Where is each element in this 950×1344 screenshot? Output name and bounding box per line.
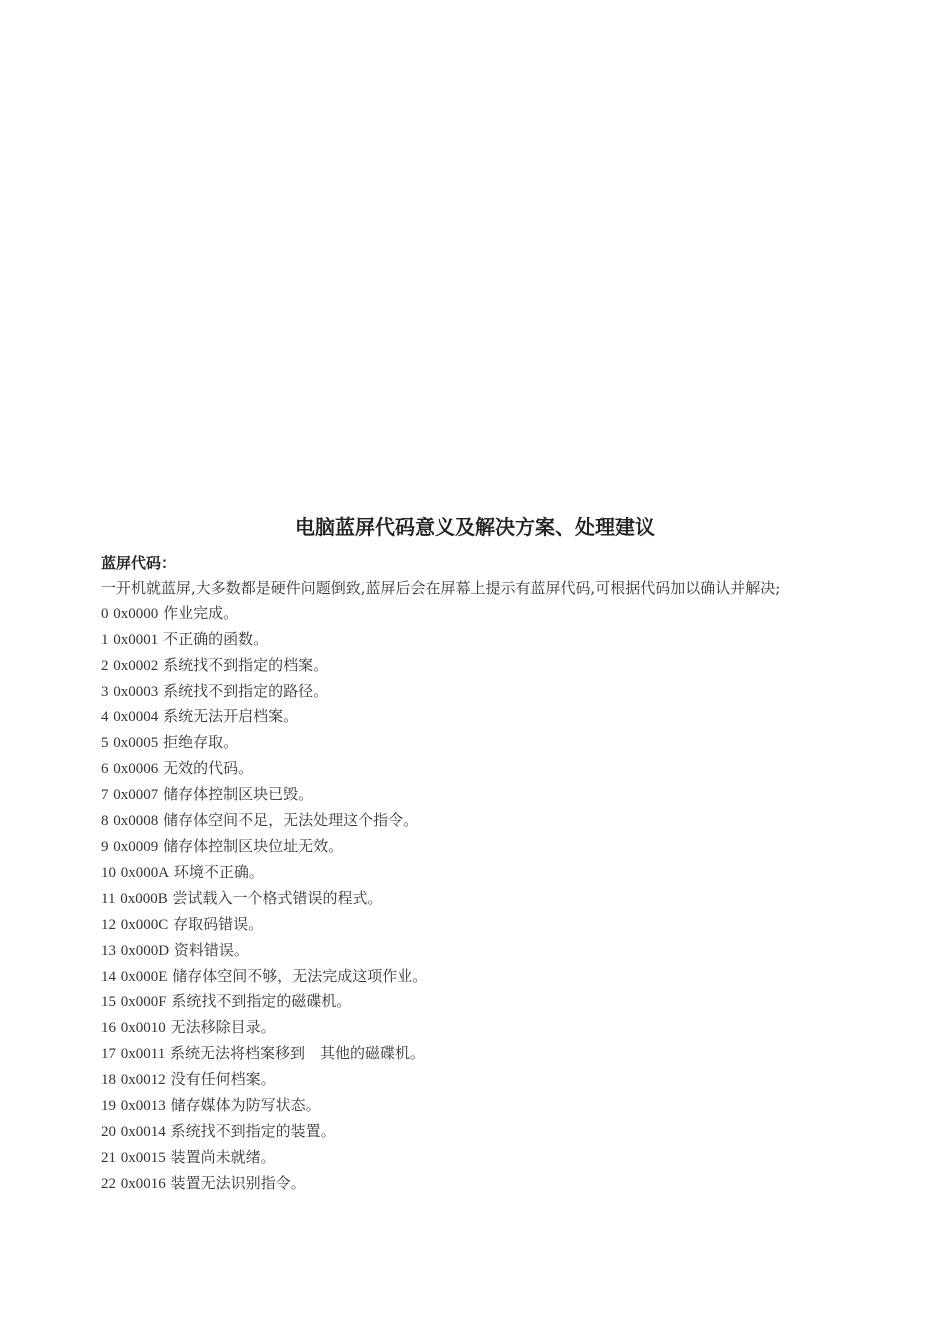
list-item [101, 756, 853, 782]
code-number: 3 [101, 683, 109, 700]
page-title: 电脑蓝屏代码意义及解决方案、处理建议 [295, 515, 655, 539]
code-hex: 0x000E [120, 968, 168, 985]
section-heading: 蓝屏代码： [101, 554, 177, 572]
list-item [101, 860, 853, 886]
code-hex: 0x0000 [113, 605, 159, 622]
code-description: 系统找不到指定的装置。 [170, 1121, 336, 1140]
code-number: 12 [101, 916, 116, 933]
code-hex: 0x0003 [113, 683, 159, 700]
code-description: 拒绝存取。 [163, 733, 239, 752]
code-number: 19 [101, 1098, 116, 1115]
code-description: 系统找不到指定的磁碟机。 [171, 992, 352, 1011]
code-number: 20 [101, 1123, 116, 1140]
code-hex: 0x0007 [113, 787, 159, 804]
code-number: 4 [101, 709, 109, 726]
list-item [101, 1041, 853, 1067]
code-description: 系统找不到指定的路径。 [163, 681, 329, 700]
code-number: 6 [101, 761, 109, 778]
code-description: 无效的代码。 [163, 759, 254, 778]
code-description: 储存体空间不足，无法处理这个指令。 [163, 811, 419, 830]
code-number: 5 [101, 735, 109, 752]
code-hex: 0x0011 [120, 1046, 166, 1063]
code-hex: 0x0009 [113, 838, 159, 855]
code-hex: 0x0015 [120, 1149, 166, 1166]
code-number: 1 [101, 631, 109, 648]
code-number: 8 [101, 813, 109, 830]
code-description: 资料错误。 [173, 940, 249, 959]
list-item [101, 1093, 853, 1119]
code-description: 装置尚未就绪。 [170, 1147, 276, 1166]
code-hex: 0x0016 [120, 1175, 166, 1192]
code-number: 2 [101, 657, 109, 674]
code-number: 18 [101, 1072, 116, 1089]
code-number: 7 [101, 787, 109, 804]
list-item [101, 679, 853, 705]
code-description: 没有任何档案。 [170, 1070, 276, 1089]
code-description: 不正确的函数。 [163, 629, 269, 648]
list-item [101, 627, 853, 653]
code-hex: 0x0004 [113, 709, 159, 726]
code-description: 系统找不到指定的档案。 [163, 655, 329, 674]
code-hex: 0x000D [120, 942, 170, 959]
code-number: 9 [101, 838, 109, 855]
list-item [101, 808, 853, 834]
code-number: 11 [101, 890, 116, 907]
code-hex: 0x0013 [120, 1098, 166, 1115]
list-item [101, 653, 853, 679]
code-description: 尝试载入一个格式错误的程式。 [172, 888, 383, 907]
code-hex: 0x000C [120, 916, 169, 933]
list-item [101, 730, 853, 756]
list-item [101, 1145, 853, 1171]
code-hex: 0x0005 [113, 735, 159, 752]
list-item [101, 1119, 853, 1145]
list-item [101, 1067, 853, 1093]
code-hex: 0x0006 [113, 761, 159, 778]
code-description: 装置无法识别指令。 [170, 1173, 306, 1192]
code-description: 系统无法将档案移到 其他的磁碟机。 [170, 1044, 426, 1063]
list-item [101, 912, 853, 938]
code-hex: 0x0002 [113, 657, 159, 674]
code-hex: 0x0008 [113, 813, 159, 830]
document-body [101, 551, 853, 1197]
list-item [101, 989, 853, 1015]
code-description: 储存体空间不够，无法完成这项作业。 [172, 966, 428, 985]
intro-paragraph: 一开机就蓝屏,大多数都是硬件问题倒致,蓝屏后会在屏幕上提示有蓝屏代码,可根据代码加以确认并解决; [101, 578, 781, 597]
code-hex: 0x0001 [113, 631, 159, 648]
list-item [101, 782, 853, 808]
code-hex: 0x000B [120, 890, 168, 907]
code-number: 14 [101, 968, 116, 985]
code-number: 16 [101, 1020, 116, 1037]
list-item [101, 964, 853, 990]
code-number: 17 [101, 1046, 116, 1063]
code-description: 环境不正确。 [173, 862, 264, 881]
code-hex: 0x000F [120, 994, 167, 1011]
code-hex: 0x0012 [120, 1072, 166, 1089]
code-hex: 0x0010 [120, 1020, 166, 1037]
code-description: 储存媒体为防写状态。 [170, 1096, 321, 1115]
code-description: 储存体控制区块已毁。 [163, 785, 314, 804]
list-item [101, 704, 853, 730]
list-item [101, 1015, 853, 1041]
list-item [101, 938, 853, 964]
code-description: 储存体控制区块位址无效。 [163, 836, 344, 855]
list-item [101, 834, 853, 860]
list-item [101, 886, 853, 912]
code-description: 无法移除目录。 [170, 1018, 276, 1037]
list-item [101, 601, 853, 627]
code-number: 0 [101, 605, 109, 622]
code-description: 作业完成。 [163, 603, 239, 622]
error-code-list [101, 601, 853, 1197]
code-hex: 0x0014 [120, 1123, 166, 1140]
code-number: 22 [101, 1175, 116, 1192]
list-item [101, 1171, 853, 1197]
code-number: 15 [101, 994, 116, 1011]
code-number: 13 [101, 942, 116, 959]
code-description: 存取码错误。 [173, 914, 264, 933]
code-description: 系统无法开启档案。 [163, 707, 299, 726]
code-number: 21 [101, 1149, 116, 1166]
code-hex: 0x000A [120, 864, 170, 881]
code-number: 10 [101, 864, 116, 881]
